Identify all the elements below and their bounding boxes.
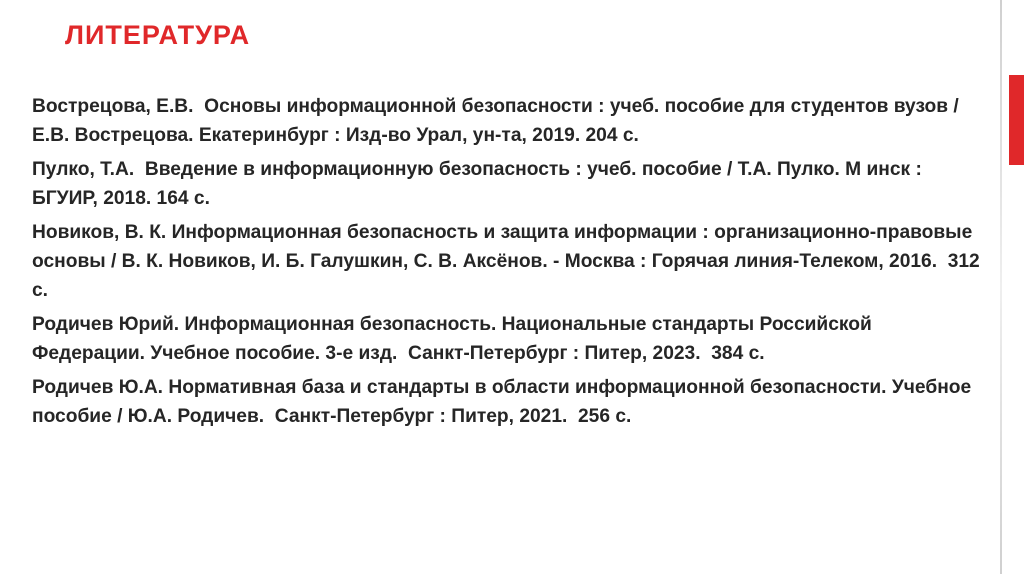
slide-title: ЛИТЕРАТУРА: [65, 20, 251, 50]
reference-item: Пулко, Т.А. Введение в информационную безопасность : учеб. пособие / Т.А. Пулко. М инск : БГУИР, 2018. 164 с.: [32, 159, 928, 209]
reference-list: [32, 92, 986, 436]
reference-item: Вострецова, Е.В. Основы информационной безопасности : учеб. пособие для студентов вузов / Е.В. Вострецова. Екатеринбург : Изд-во Урал, ун-та, 2019. 204 с.: [32, 96, 965, 146]
accent-bar: [1009, 75, 1024, 165]
reference-item: Новиков, В. К. Информационная безопасность и защита информации : организационно-правовые основы / В. К. Новиков, И. Б. Галушкин, С. В. Аксёнов. - Москва : Горячая линия-Телеком, 2016. 312 с.: [32, 222, 986, 301]
reference-item: Родичев Юрий. Информационная безопасность. Национальные стандарты Российской Федерации. Учебное пособие. 3-е изд. Санкт-Петербург : Питер, 2023. 384 с.: [32, 314, 878, 364]
reference-item: Родичев Ю.А. Нормативная база и стандарты в области информационной безопасности. Учебное пособие / Ю.А. Родичев. Санкт-Петербург : Питер, 2021. 256 с.: [32, 377, 977, 427]
page-fold-line: [1000, 0, 1002, 574]
